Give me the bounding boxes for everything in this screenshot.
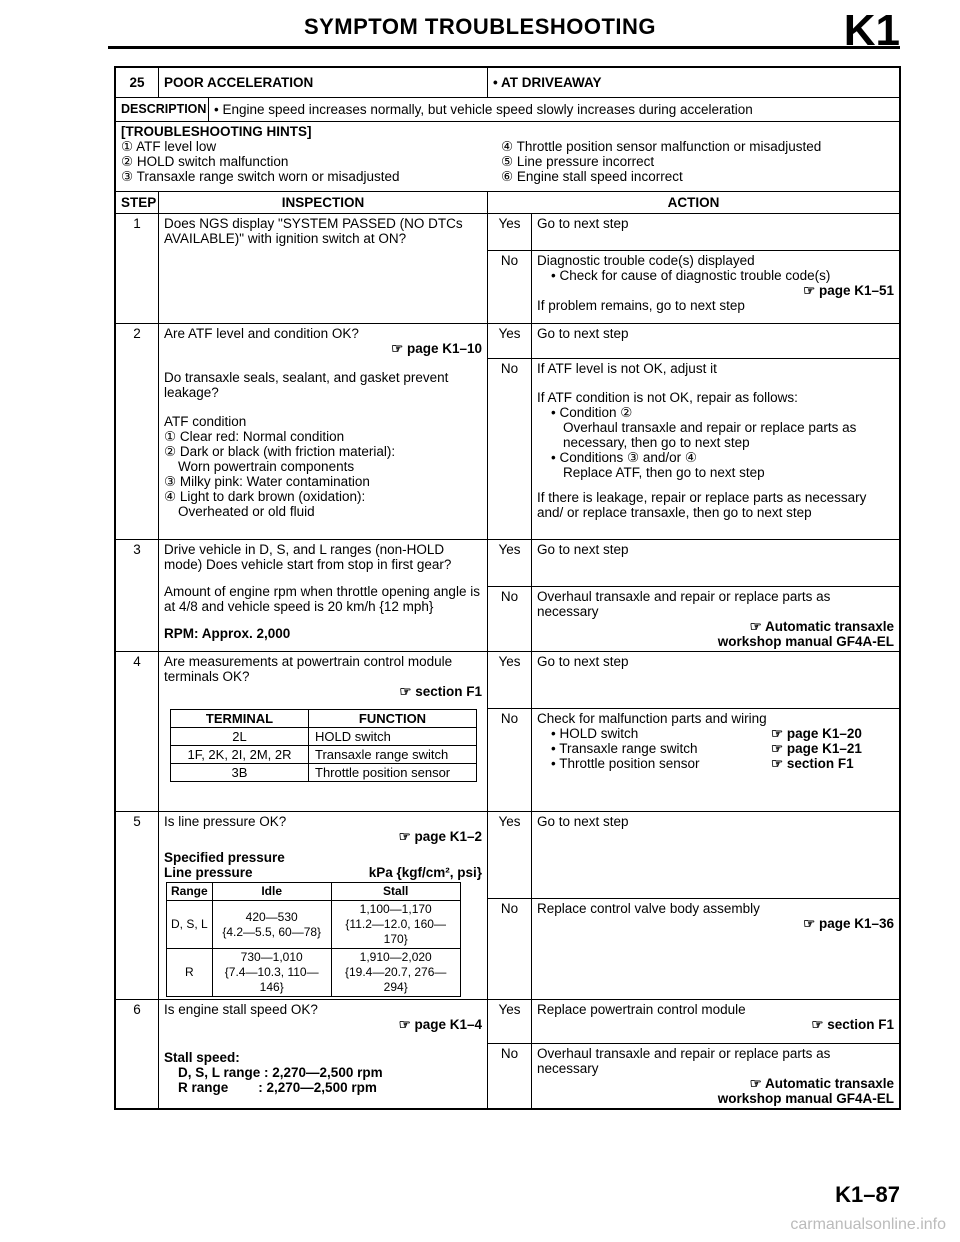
troubleshooting-table xyxy=(114,66,901,1110)
step-number: 6 xyxy=(133,1002,141,1017)
page-ref: ☞ page K1–2 xyxy=(398,829,482,844)
step-3 xyxy=(116,540,899,652)
rpm-spec: RPM: Approx. 2,000 xyxy=(164,626,291,641)
no-label: No xyxy=(500,1046,519,1061)
hint-6: ⑥ Engine stall speed incorrect xyxy=(501,169,683,184)
page-ref: ☞ page K1–36 xyxy=(803,916,894,931)
step-inspection: Does NGS display "SYSTEM PASSED (NO DTCs AVAILABLE)" with ignition switch at ON? xyxy=(158,214,487,323)
watermark: carmanualsonline.info xyxy=(790,1216,946,1233)
spec-title: Specified pressure xyxy=(164,850,285,865)
step-2 xyxy=(116,324,899,540)
question: Is line pressure OK? xyxy=(164,814,287,829)
condition-2-detail: Worn powertrain components xyxy=(178,459,355,474)
no-action-2: If ATF condition is not OK, repair as follows: xyxy=(537,390,798,405)
yes-label: Yes xyxy=(498,814,521,829)
step-number: 5 xyxy=(133,814,141,829)
hint-2: ② HOLD switch malfunction xyxy=(121,154,289,169)
yes-action: Go to next step xyxy=(531,540,899,586)
description-row xyxy=(116,98,899,122)
page-number: K1–87 xyxy=(835,1182,900,1207)
no-label: No xyxy=(500,361,519,376)
page-ref: ☞ page K1–51 xyxy=(803,283,894,298)
table-header: Stall xyxy=(331,883,460,901)
yes-action: Go to next step xyxy=(531,812,899,898)
page-ref: ☞ page K1–21 xyxy=(771,741,862,756)
condition-4-detail: Overheated or old fluid xyxy=(178,504,315,519)
no-action: Overhaul transaxle and repair or replace parts as necessary xyxy=(537,589,831,619)
yes-label: Yes xyxy=(498,542,521,557)
page-ref: ☞ page K1–10 xyxy=(391,341,482,356)
check-item: • Throttle position sensor xyxy=(551,756,700,771)
no-action-detail: Overhaul transaxle and repair or replace parts as necessary, then go to next step xyxy=(563,420,857,450)
section-code: K1 xyxy=(843,6,900,55)
table-row: R 730—1,010 {7.4—10.3, 110—146} 1,910—2,020 {19.4—20.7, 276—294} xyxy=(167,949,461,997)
hints-title: [TROUBLESHOOTING HINTS] xyxy=(121,124,312,139)
step-6 xyxy=(116,1000,899,1108)
stall-speed-title: Stall speed: xyxy=(164,1050,240,1065)
yes-action: Go to next step xyxy=(531,324,899,358)
stall-speed-dsl: D, S, L range : 2,270—2,500 rpm xyxy=(178,1065,383,1080)
hint-3: ③ Transaxle range switch worn or misadjusted xyxy=(121,169,400,184)
table-header: Range xyxy=(167,883,213,901)
question: Are ATF level and condition OK? xyxy=(164,326,359,341)
yes-label: Yes xyxy=(498,1002,521,1017)
atf-condition-title: ATF condition xyxy=(164,414,247,429)
question-2: Do transaxle seals, sealant, and gasket prevent leakage? xyxy=(164,370,449,400)
no-label: No xyxy=(500,711,519,726)
hint-1: ① ATF level low xyxy=(121,139,217,154)
table-header: Idle xyxy=(212,883,331,901)
no-action-item: • Condition ② xyxy=(551,405,633,420)
page-ref: ☞ page K1–4 xyxy=(398,1017,482,1032)
yes-label: Yes xyxy=(498,654,521,669)
condition-3: ③ Milky pink: Water contamination xyxy=(164,474,370,489)
section-ref: ☞ section F1 xyxy=(399,684,482,699)
description-text: • Engine speed increases normally, but vehicle speed slowly increases during acceleration xyxy=(208,98,899,121)
step-number: 4 xyxy=(133,654,141,669)
manual-ref-2: workshop manual GF4A-EL xyxy=(717,634,894,649)
check-item: • Transaxle range switch xyxy=(551,741,698,756)
manual-ref: ☞ Automatic transaxle xyxy=(749,1076,894,1091)
yes-action: Go to next step xyxy=(531,214,899,250)
description-label: DESCRIPTION xyxy=(121,102,207,116)
symptom-title: POOR ACCELERATION xyxy=(158,68,487,97)
yes-action: Replace powertrain control module xyxy=(537,1002,746,1017)
manual-ref: ☞ Automatic transaxle xyxy=(749,619,894,634)
question: Is engine stall speed OK? xyxy=(164,1002,318,1017)
step-number: 2 xyxy=(133,326,141,341)
yes-label: Yes xyxy=(498,326,521,341)
terminal-table xyxy=(170,709,477,782)
line-pressure-label: Line pressure xyxy=(164,865,253,880)
no-action-note: If problem remains, go to next step xyxy=(537,298,745,313)
section-ref: ☞ section F1 xyxy=(811,1017,894,1032)
condition-4: ④ Light to dark brown (oxidation): xyxy=(164,489,366,504)
stall-speed-r: R range : 2,270—2,500 rpm xyxy=(178,1080,377,1095)
step-1 xyxy=(116,214,899,324)
hint-5: ⑤ Line pressure incorrect xyxy=(501,154,655,169)
symptom-condition: • AT DRIVEAWAY xyxy=(487,68,899,97)
table-row: 1F, 2K, 2I, 2M, 2R Transaxle range switch xyxy=(171,746,477,764)
condition-1: ① Clear red: Normal condition xyxy=(164,429,345,444)
yes-label: Yes xyxy=(498,216,521,231)
question-2: Amount of engine rpm when throttle opening angle is at 4/8 and vehicle speed is 20 km/h {12 mph} xyxy=(164,584,480,614)
step-4 xyxy=(116,652,899,812)
no-action: Diagnostic trouble code(s) displayed xyxy=(537,253,755,268)
no-action: Overhaul transaxle and repair or replace parts as necessary xyxy=(537,1046,831,1076)
no-label: No xyxy=(500,253,519,268)
no-label: No xyxy=(500,589,519,604)
col-action: ACTION xyxy=(487,192,899,213)
table-row: D, S, L 420—530 {4.2—5.5, 60—78} 1,100—1,170 {11.2—12.0, 160—170} xyxy=(167,901,461,949)
hint-4: ④ Throttle position sensor malfunction or misadjusted xyxy=(501,139,822,154)
table-header: TERMINAL xyxy=(171,710,309,728)
check-item: • HOLD switch xyxy=(551,726,639,741)
no-action-note: If there is leakage, repair or replace parts as necessary and/ or replace transaxle, then go to next step xyxy=(537,490,867,520)
question: Are measurements at powertrain control module terminals OK? xyxy=(164,654,453,684)
col-step: STEP xyxy=(121,195,157,210)
section-ref: ☞ section F1 xyxy=(771,756,854,771)
step-5 xyxy=(116,812,899,1000)
hints-block xyxy=(116,122,899,192)
table-row: 3B Throttle position sensor xyxy=(171,764,477,782)
no-action: Replace control valve body assembly xyxy=(537,901,760,916)
yes-action: Go to next step xyxy=(531,652,899,708)
manual-ref-2: workshop manual GF4A-EL xyxy=(717,1091,894,1106)
condition-2: ② Dark or black (with friction material): xyxy=(164,444,396,459)
no-action-item: • Check for cause of diagnostic trouble code(s) xyxy=(551,268,831,283)
no-action-detail: Replace ATF, then go to next step xyxy=(563,465,765,480)
no-label: No xyxy=(500,901,519,916)
no-action: Check for malfunction parts and wiring xyxy=(537,711,767,726)
step-number: 1 xyxy=(133,216,141,231)
pressure-unit: kPa {kgf/cm², psi} xyxy=(368,865,482,880)
column-header-row xyxy=(116,192,899,214)
question: Drive vehicle in D, S, and L ranges (non-HOLD mode) Does vehicle start from stop in first gear? xyxy=(164,542,452,572)
symptom-row xyxy=(116,68,899,98)
table-header: FUNCTION xyxy=(309,710,477,728)
no-action-item: • Conditions ③ and/or ④ xyxy=(551,450,698,465)
no-action: If ATF level is not OK, adjust it xyxy=(537,361,717,376)
pressure-table xyxy=(166,882,461,997)
table-row: 2L HOLD switch xyxy=(171,728,477,746)
step-number: 3 xyxy=(133,542,141,557)
col-inspection: INSPECTION xyxy=(158,192,487,213)
symptom-number: 25 xyxy=(129,75,145,90)
page-ref: ☞ page K1–20 xyxy=(771,726,862,741)
header-rule xyxy=(108,46,900,49)
page-title: SYMPTOM TROUBLESHOOTING xyxy=(303,14,657,39)
